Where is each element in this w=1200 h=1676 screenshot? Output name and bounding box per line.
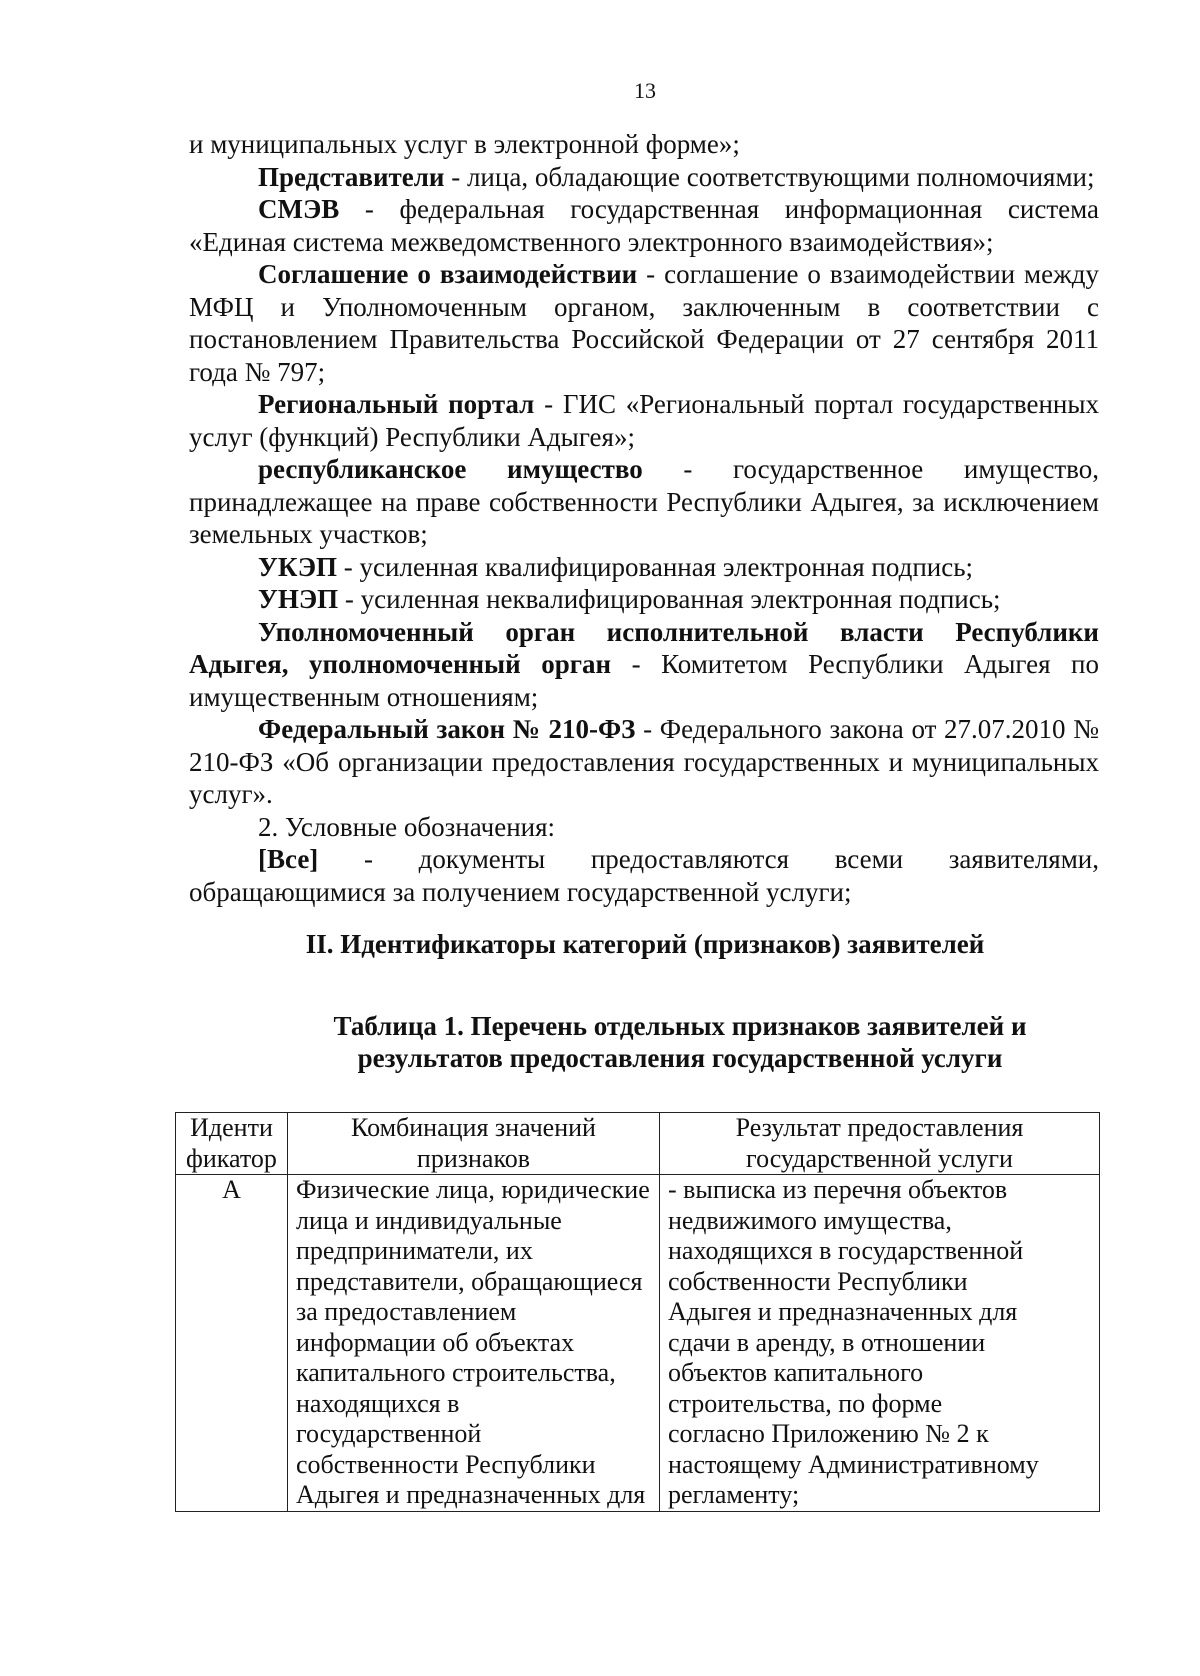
definition-unep bbox=[189, 583, 1099, 616]
paragraph-text: и муниципальных услуг в электронной форме»; bbox=[189, 129, 740, 159]
definition: - ГИС «Региональный портал государственных услуг (функций) Республики Адыгея»; bbox=[189, 389, 1100, 452]
term: Уполномоченный орган исполнительной власти Республики Адыгея, уполномоченный орган bbox=[189, 616, 1099, 679]
header-text: государственной услуги bbox=[746, 1143, 1013, 1173]
term: республиканское имущество bbox=[258, 454, 643, 484]
cell-line: объектов капитального bbox=[668, 1358, 924, 1387]
cell-line: представители, обращающиеся bbox=[296, 1266, 643, 1296]
applicant-features-table bbox=[175, 1112, 1100, 1512]
definition: - соглашение о взаимодействии между МФЦ и Уполномоченным органом, заключенным в соответствии с постановлением Правительства Российской Федерации от 27 сентября 2011 года № 797; bbox=[189, 259, 1100, 387]
definition: - усиленная квалифицированная электронная подпись; bbox=[337, 551, 974, 582]
cell-line: лица и индивидуальные bbox=[296, 1205, 562, 1235]
cell-line: за предоставлением bbox=[296, 1297, 517, 1326]
cell-line: согласно Приложению № 2 к bbox=[668, 1419, 989, 1448]
subsection-heading bbox=[189, 811, 1099, 844]
cell-line: предприниматели, их bbox=[296, 1236, 533, 1265]
definition-federal-law bbox=[189, 713, 1099, 811]
cell-line: государственной bbox=[296, 1419, 482, 1448]
page-number: 13 bbox=[634, 78, 656, 103]
definition-ukep bbox=[189, 551, 1099, 584]
term: [Все] bbox=[258, 844, 319, 874]
header-combination bbox=[288, 1113, 660, 1175]
definition: - лица, обладающие соответствующими полномочиями; bbox=[444, 161, 1095, 192]
cell-line: Физические лица, юридические bbox=[296, 1175, 650, 1204]
definition-regional-portal bbox=[189, 388, 1099, 453]
cell-line: капитального строительства, bbox=[296, 1358, 616, 1387]
term: УКЭП bbox=[258, 551, 338, 582]
definition: - усиленная неквалифицированная электронная подпись; bbox=[338, 584, 1001, 614]
header-text: Результат предоставления bbox=[735, 1113, 1024, 1142]
definition: - федеральная государственная информационная система «Единая система межведомственного электронного взаимодействия»; bbox=[189, 194, 1099, 257]
identifier-cell: А bbox=[176, 1175, 288, 1512]
definition-representatives bbox=[189, 161, 1099, 194]
table-title-line: Таблица 1. Перечень отдельных признаков заявителей и bbox=[333, 1011, 1027, 1041]
table-header-row bbox=[176, 1113, 1100, 1175]
cell-line: собственности Республики bbox=[668, 1266, 968, 1296]
header-result bbox=[660, 1113, 1100, 1175]
definition-authorized-body bbox=[189, 616, 1099, 714]
header-text: Иденти bbox=[190, 1113, 273, 1142]
term: Федеральный закон № 210-ФЗ bbox=[258, 714, 636, 744]
definition: - Комитетом Республики Адыгея по имущественным отношениям; bbox=[189, 649, 1099, 712]
term: Представители bbox=[258, 161, 445, 192]
header-text: признаков bbox=[416, 1143, 531, 1173]
cell-line: регламенту; bbox=[668, 1480, 800, 1509]
section-title: II. Идентификаторы категорий (признаков) заявителей bbox=[305, 929, 985, 959]
definition-agreement bbox=[189, 258, 1099, 388]
cell-line: собственности Республики bbox=[296, 1449, 596, 1479]
cell-line: недвижимого имущества, bbox=[668, 1205, 952, 1235]
table-row bbox=[176, 1175, 1100, 1512]
combination-cell bbox=[288, 1175, 660, 1512]
term: УНЭП bbox=[258, 584, 339, 614]
definitions-text bbox=[189, 128, 1099, 908]
cell-line: сдачи в аренду, в отношении bbox=[668, 1327, 986, 1357]
table-title bbox=[300, 1010, 1060, 1074]
header-identifier bbox=[176, 1113, 288, 1175]
definition: - документы предоставляются всеми заявителями, обращающимися за получением государственной услуги; bbox=[189, 844, 1099, 907]
term: Соглашение о взаимодействии bbox=[258, 259, 638, 289]
cell-line: находящихся в bbox=[296, 1388, 460, 1418]
header-text: фикатор bbox=[186, 1143, 277, 1173]
cell-line: Адыгея и предназначенных для bbox=[668, 1297, 1018, 1326]
cell-line: строительства, по форме bbox=[668, 1388, 943, 1418]
definition-smev bbox=[189, 193, 1099, 258]
term: Региональный портал bbox=[258, 389, 535, 419]
cell-line: - выписка из перечня объектов bbox=[668, 1175, 1008, 1204]
cell-line: информации об объектах bbox=[296, 1327, 575, 1357]
cell-line: находящихся в государственной bbox=[668, 1236, 1024, 1265]
table-title-line: результатов предоставления государственной услуги bbox=[357, 1043, 1003, 1073]
cell-line: Адыгея и предназначенных для bbox=[296, 1480, 646, 1509]
cell-line: настоящему Административному bbox=[668, 1449, 1039, 1479]
result-cell bbox=[660, 1175, 1100, 1512]
paragraph bbox=[189, 128, 1099, 161]
definition: - государственное имущество, принадлежащее на праве собственности Республики Адыгея, за исключением земельных участков; bbox=[189, 454, 1099, 549]
header-text: Комбинация значений bbox=[351, 1113, 596, 1142]
term: СМЭВ bbox=[258, 194, 340, 224]
definition-all bbox=[189, 843, 1099, 908]
definition-republic-property bbox=[189, 453, 1099, 551]
paragraph-text: 2. Условные обозначения: bbox=[258, 811, 556, 842]
definition: - Федерального закона от 27.07.2010 № 210-ФЗ «Об организации предоставления государственных и муниципальных услуг». bbox=[189, 714, 1099, 809]
